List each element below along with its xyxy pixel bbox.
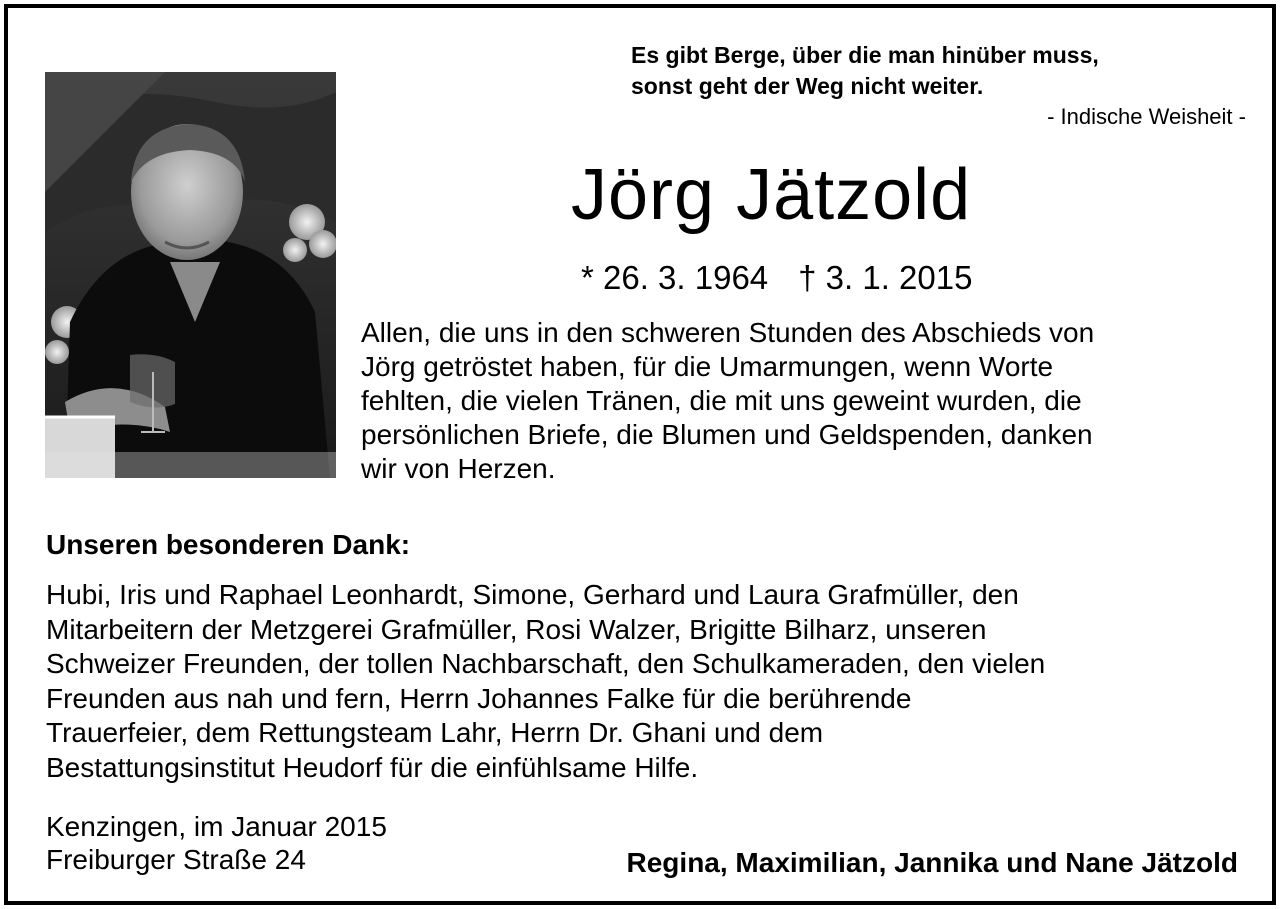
thanks-line: Allen, die uns in den schweren Stunden des Abschieds von bbox=[361, 317, 1095, 348]
thanks-paragraph bbox=[361, 316, 1266, 486]
portrait-photo bbox=[45, 72, 336, 478]
thanks-line: Jörg getröstet haben, für die Umarmungen, wenn Worte bbox=[361, 351, 1054, 382]
birth-date: * 26. 3. 1964 bbox=[581, 259, 769, 296]
quote-source: - Indische Weisheit - bbox=[1047, 104, 1246, 129]
special-thanks-paragraph bbox=[46, 578, 1256, 785]
special-thanks-line: Hubi, Iris und Raphael Leonhardt, Simone, Gerhard und Laura Grafmüller, den bbox=[46, 579, 1019, 610]
thanks-line: fehlten, die vielen Tränen, die mit uns geweint wurden, die bbox=[361, 385, 1082, 416]
family-signature: Regina, Maximilian, Jannika und Nane Jätzold bbox=[626, 847, 1238, 878]
place-and-date bbox=[46, 810, 387, 876]
deceased-name: Jörg Jätzold bbox=[571, 155, 972, 235]
quote bbox=[631, 40, 1251, 102]
special-thanks-heading: Unseren besonderen Dank: bbox=[46, 529, 411, 560]
special-thanks-line: Freunden aus nah und fern, Herrn Johannes Falke für die berührende bbox=[46, 682, 912, 714]
life-dates bbox=[581, 258, 972, 298]
quote-line-2: sonst geht der Weg nicht weiter. bbox=[631, 73, 984, 99]
address-line: Freiburger Straße 24 bbox=[46, 844, 306, 875]
special-thanks-line: Trauerfeier, dem Rettungsteam Lahr, Herrn Dr. Ghani und dem bbox=[46, 717, 824, 748]
death-date: † 3. 1. 2015 bbox=[798, 259, 973, 296]
special-thanks-line: Mitarbeitern der Metzgerei Grafmüller, Rosi Walzer, Brigitte Bilharz, unseren bbox=[46, 613, 987, 645]
thanks-line: persönlichen Briefe, die Blumen und Geldspenden, danken bbox=[361, 419, 1093, 450]
obituary-card bbox=[4, 4, 1276, 905]
thanks-line: wir von Herzen. bbox=[361, 453, 556, 484]
special-thanks-line: Bestattungsinstitut Heudorf für die einfühlsame Hilfe. bbox=[46, 751, 699, 783]
quote-line-1: Es gibt Berge, über die man hinüber muss, bbox=[631, 42, 1099, 68]
special-thanks-line: Schweizer Freunden, der tollen Nachbarschaft, den Schulkameraden, den vielen bbox=[46, 648, 1046, 679]
place-date-line: Kenzingen, im Januar 2015 bbox=[46, 811, 387, 842]
